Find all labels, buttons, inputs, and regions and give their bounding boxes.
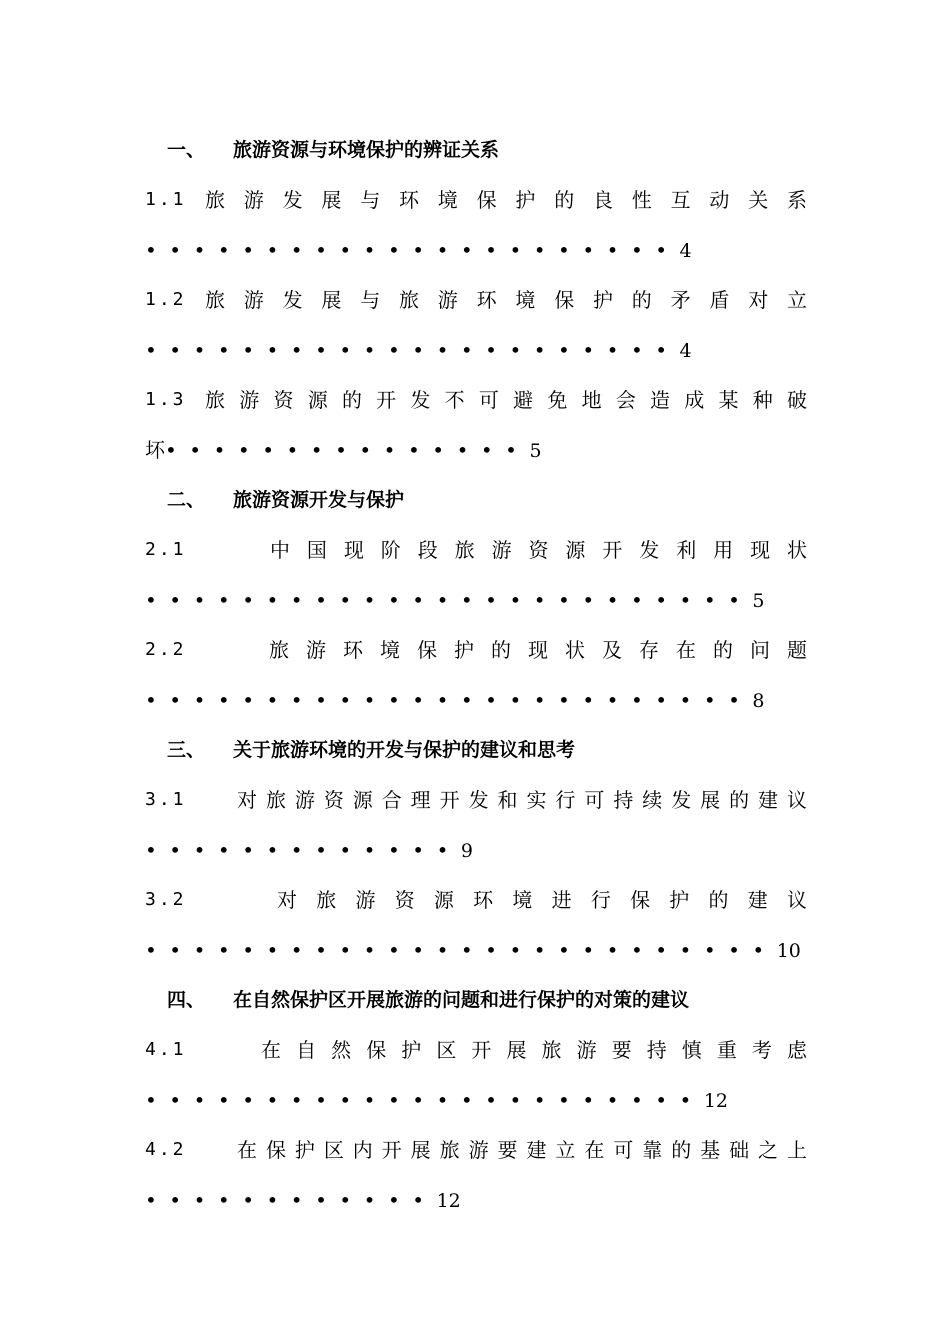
entry-title: 在自然保护区开展旅游要持慎重考虑 — [261, 1038, 807, 1062]
entry-title: 旅游发展与旅游环境保护的矛盾对立 — [205, 288, 807, 312]
entry-title: 旅游环境保护的现状及存在的问题 — [269, 638, 807, 662]
page-number: 12 — [703, 1090, 729, 1112]
page-number: 8 — [752, 690, 765, 712]
toc-entry-1-1[interactable] — [145, 180, 807, 220]
entry-number: 3.2 — [145, 889, 187, 910]
page-number: 4 — [679, 340, 692, 362]
leader-dots: •••••••••••• — [145, 1188, 437, 1212]
page-number: 12 — [436, 1190, 461, 1212]
toc-leader-2-1 — [145, 580, 807, 620]
entry-number: 3.1 — [145, 789, 187, 810]
toc-leader-1-3 — [145, 430, 807, 470]
toc-leader-1-2 — [145, 330, 807, 370]
leader-dots: ••••••••••••••••••••••••• — [145, 588, 753, 612]
entry-title: 旅游资源的开发不可避免地会造成某种破 — [205, 388, 807, 412]
leader-dots: ••••••••••••••• — [165, 438, 530, 462]
heading-number: 二、 — [167, 489, 206, 511]
page-number: 9 — [460, 840, 473, 862]
toc-entry-3-2[interactable] — [145, 880, 807, 920]
heading-title: 旅游资源开发与保护 — [233, 489, 405, 511]
entry-title: 对旅游资源环境进行保护的建议 — [277, 888, 807, 912]
toc-leader-4-1 — [145, 1080, 807, 1120]
entry-number: 1.2 — [145, 289, 187, 310]
leader-dots: •••••••••••••••••••••• — [145, 238, 680, 262]
toc-heading-3[interactable] — [167, 730, 575, 770]
toc-entry-2-1[interactable] — [145, 530, 807, 570]
entry-title-continued: 坏 — [145, 438, 165, 462]
toc-entry-1-3[interactable] — [145, 380, 807, 420]
heading-number: 三、 — [167, 739, 206, 761]
page-number: 5 — [529, 440, 542, 462]
toc-leader-1-1 — [145, 230, 807, 270]
toc-leader-3-1 — [145, 830, 807, 870]
heading-number: 四、 — [167, 989, 206, 1011]
toc-leader-4-2 — [145, 1180, 807, 1220]
leader-dots: •••••••••••••••••••••• — [145, 338, 680, 362]
page-number: 5 — [752, 590, 765, 612]
heading-title: 在自然保护区开展旅游的问题和进行保护的对策的建议 — [233, 989, 690, 1011]
entry-title: 对旅游资源合理开发和实行可持续发展的建议 — [237, 788, 807, 812]
entry-number: 1.3 — [145, 389, 187, 410]
leader-dots: ••••••••••••••••••••••••• — [145, 688, 753, 712]
toc-entry-4-1[interactable] — [145, 1030, 807, 1070]
entry-number: 4.1 — [145, 1039, 187, 1060]
leader-dots: ••••••••••••• — [145, 838, 461, 862]
toc-heading-2[interactable] — [167, 480, 404, 520]
toc-leader-2-2 — [145, 680, 807, 720]
entry-number: 4.2 — [145, 1139, 187, 1160]
entry-number: 2.2 — [145, 639, 187, 660]
entry-title: 在保护区内开展旅游要建立在可靠的基础之上 — [237, 1138, 807, 1162]
page-number: 10 — [776, 940, 801, 962]
entry-number: 2.1 — [145, 539, 187, 560]
toc-entry-1-2[interactable] — [145, 280, 807, 320]
heading-title: 关于旅游环境的开发与保护的建议和思考 — [233, 739, 576, 761]
leader-dots: •••••••••••••••••••••••••• — [145, 938, 777, 962]
heading-title: 旅游资源与环境保护的辨证关系 — [233, 139, 500, 161]
entry-title: 旅游发展与环境保护的良性互动关系 — [205, 188, 807, 212]
entry-number: 1.1 — [145, 189, 187, 210]
toc-leader-3-2 — [145, 930, 807, 970]
toc-heading-1[interactable] — [167, 130, 499, 170]
entry-title: 中国现阶段旅游资源开发利用现状 — [270, 538, 807, 562]
toc-entry-3-1[interactable] — [145, 780, 807, 820]
toc-entry-4-2[interactable] — [145, 1130, 807, 1170]
leader-dots: ••••••••••••••••••••••• — [145, 1088, 704, 1112]
heading-number: 一、 — [167, 139, 206, 161]
toc-entry-2-2[interactable] — [145, 630, 807, 670]
toc-heading-4[interactable] — [167, 980, 689, 1020]
page-number: 4 — [679, 240, 692, 262]
